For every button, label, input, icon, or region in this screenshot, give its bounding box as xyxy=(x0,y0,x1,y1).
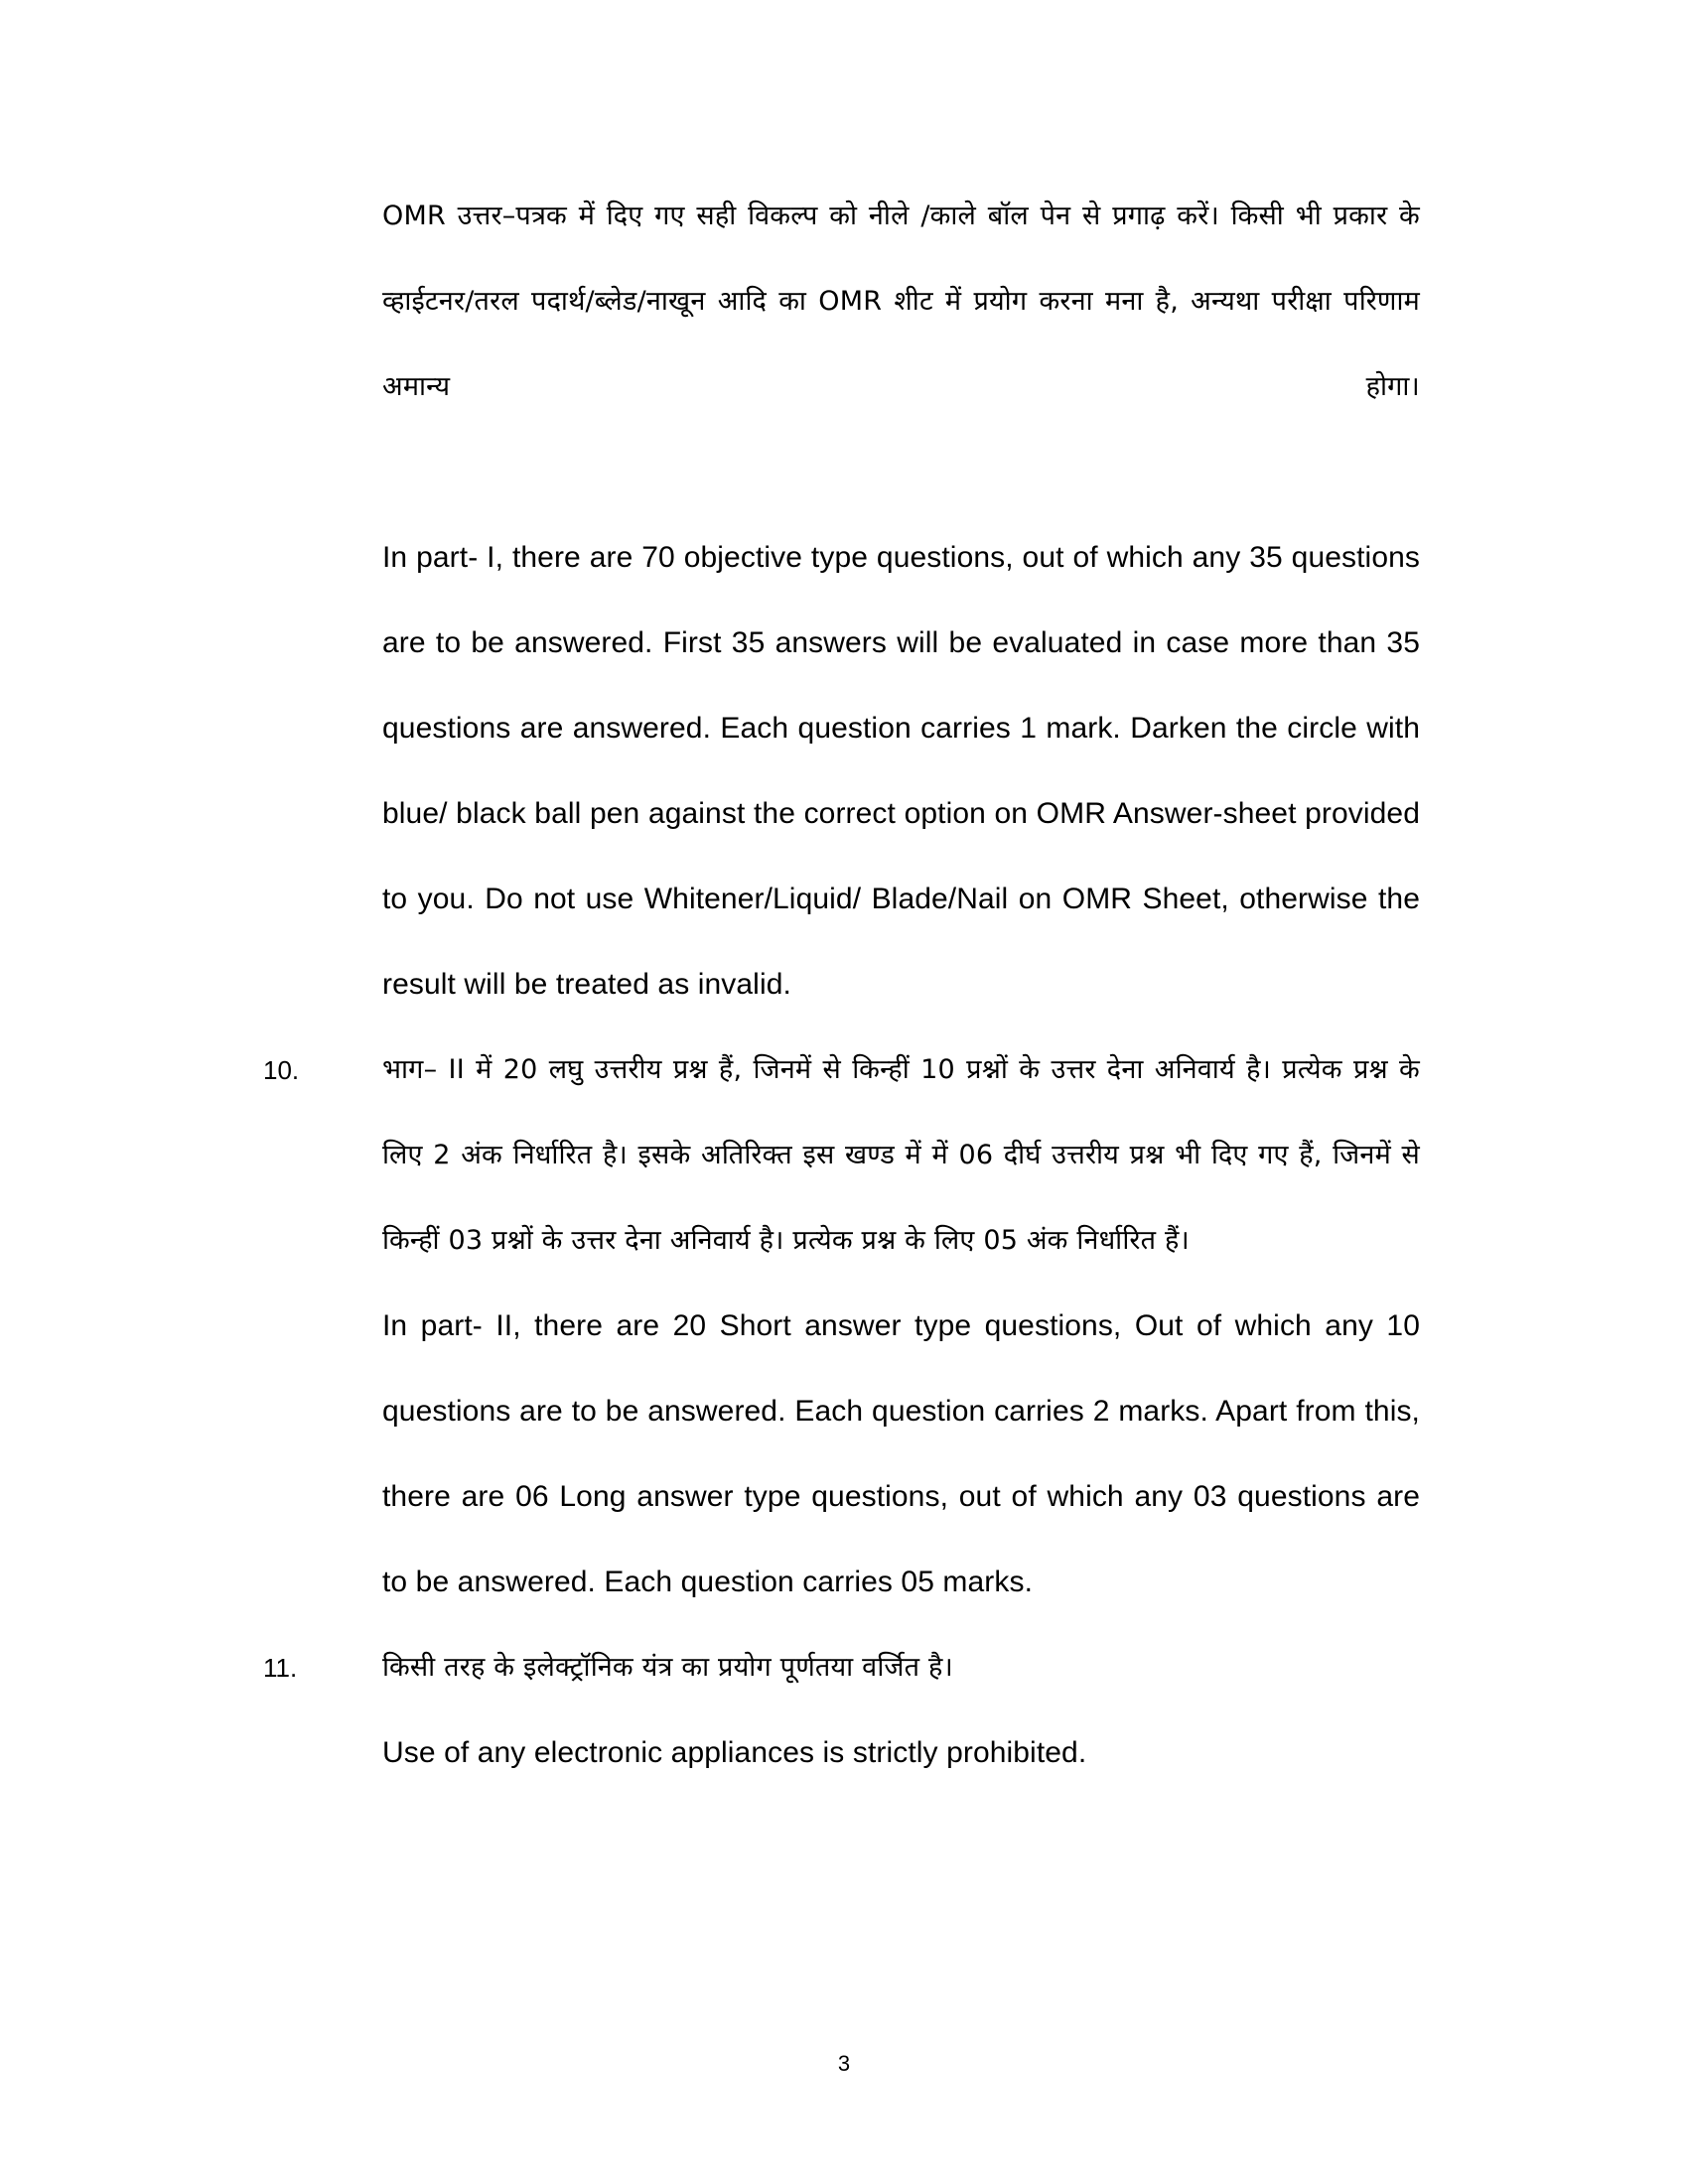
instruction-block-omr xyxy=(248,174,1420,515)
instruction-number-11: 11. xyxy=(263,1653,298,1683)
instruction-block-11-english xyxy=(248,1710,1420,1796)
instruction-number-10: 10. xyxy=(263,1055,300,1085)
instruction-11-english-text: Use of any electronic appliances is strictly prohibited. xyxy=(382,1736,1087,1769)
instruction-part-one-english-text: In part- I, there are 70 objective type questions, out of which any 35 questions are to be answered. First 35 answers will be evaluated in case more than 35 questions are answered. Each question carries 1 mark. Darken the circle with blue/ black ball pen against the correct option on OMR Answer-sheet provided to you. Do not use Whitener/Liquid/ Blade/Nail on OMR Sheet, otherwise the result will be treated as invalid. xyxy=(382,541,1420,1001)
instruction-block-11-hindi xyxy=(248,1625,1420,1710)
instruction-block-part-one-english xyxy=(248,515,1420,1027)
instruction-omr-hindi-text: OMR उत्तर–पत्रक में दिए गए सही विकल्प को नीले /काले बॉल पेन से प्रगाढ़ करें। किसी भी प्रकार के व्हाईटनर/तरल पदार्थ/ब्लेड/नाखून आदि का OMR शीट में प्रयोग करना मना है, अन्यथा परीक्षा परिणाम अमान्य होगा। xyxy=(382,201,1420,402)
instruction-10-english-text: In part- II, there are 20 Short answer type questions, Out of which any 10 questions are to be answered. Each question carries 2 marks. Apart from this, there are 06 Long answer type questions, out of which any 03 questions are to be answered. Each question carries 05 marks. xyxy=(382,1309,1420,1598)
instruction-10-hindi-text: भाग– II में 20 लघु उत्तरीय प्रश्न हैं, जिनमें से किन्हीं 10 प्रश्नों के उत्तर देना अनिवार्य है। प्रत्येक प्रश्न के लिए 2 अंक निर्धारित है। इसके अतिरिक्त इस खण्ड में में 06 दीर्घ उत्तरीय प्रश्न भी दिए गए हैं, जिनमें से किन्हीं 03 प्रश्नों के उत्तर देना अनिवार्य है। प्रत्येक प्रश्न के लिए 05 अंक निर्धारित हैं। xyxy=(382,1054,1420,1256)
instruction-block-10-hindi xyxy=(248,1027,1420,1284)
instruction-11-hindi-text: किसी तरह के इलेक्ट्रॉनिक यंत्र का प्रयोग पूर्णतया वर्जित है। xyxy=(382,1652,953,1683)
instruction-block-10-english xyxy=(248,1284,1420,1625)
page-content xyxy=(248,174,1420,1796)
page-number: 3 xyxy=(837,2051,851,2076)
